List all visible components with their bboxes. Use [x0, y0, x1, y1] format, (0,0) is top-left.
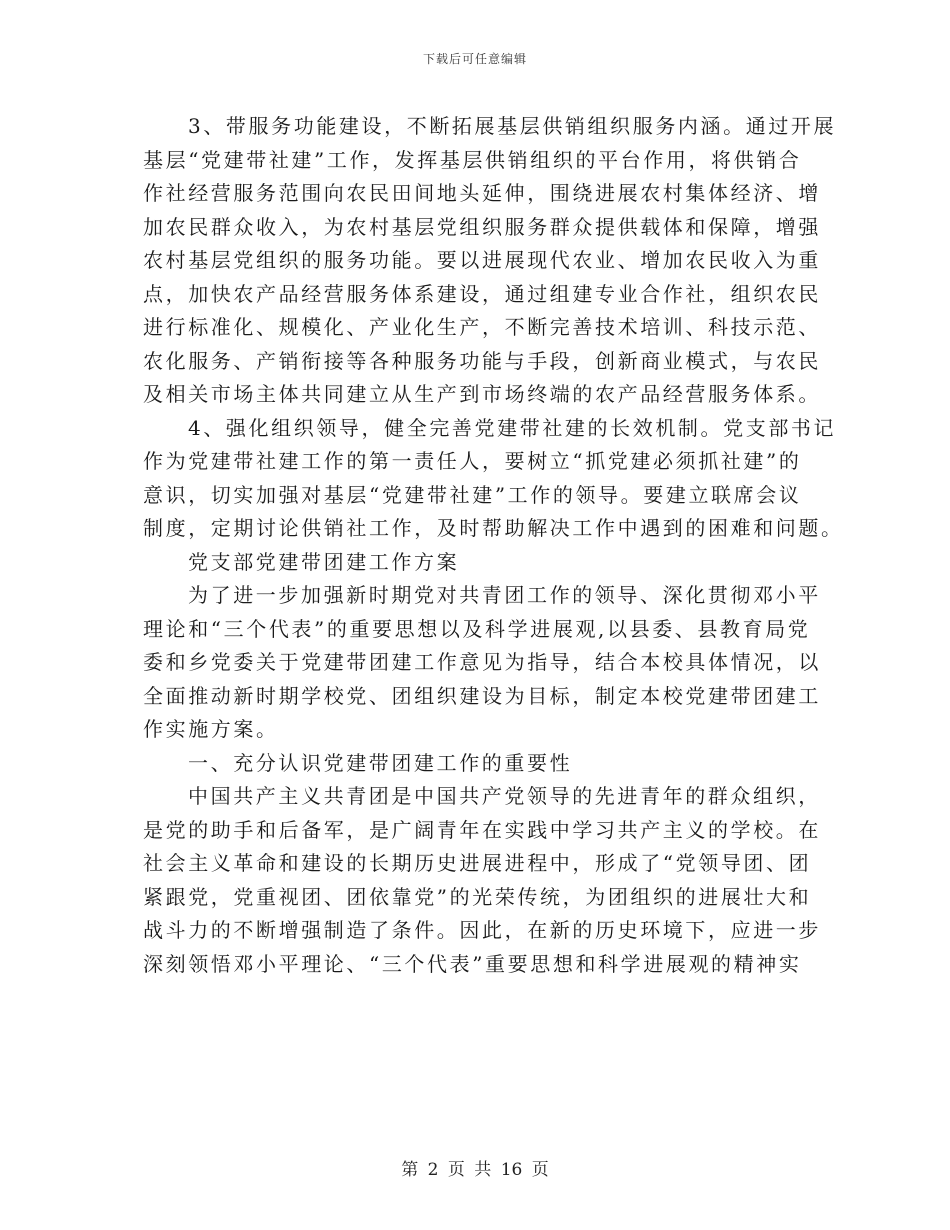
text-line: 作为党建带社建工作的第一责任人，要树立“抓党建必须抓社建”的 — [143, 449, 802, 473]
section-heading: 一、充分认识党建带团建工作的重要性 — [188, 750, 573, 775]
text-line: 农村基层党组织的服务功能。要以进展现代农业、增加农民收入为重 — [143, 248, 821, 272]
text-line: 农化服务、产销衔接等各种服务功能与手段，创新商业模式，与农民 — [143, 348, 821, 373]
text-line: 理论和“三个代表”的重要思想以及科学进展观,以县委、县教育局党 — [143, 616, 811, 641]
text-line: 委和乡党委关于党建带团建工作意见为指导，结合本校具体情况，以 — [143, 650, 821, 674]
page-header: 下载后可任意编辑 — [422, 52, 527, 66]
text-line: 意识，切实加强对基层“党建带社建”工作的领导。要建立联席会议 — [143, 482, 802, 507]
text-line: 进行标准化、规模化、产业化生产，不断完善技术培训、科技示范、 — [143, 315, 821, 339]
text-line: 制度，定期讨论供销社工作，及时帮助解决工作中遇到的困难和问题。 — [143, 516, 844, 540]
section-title: 党支部党建带团建工作方案 — [188, 549, 460, 574]
text-line: 中国共产主义共青团是中国共产党领导的先进青年的群众组织， — [188, 784, 821, 808]
text-line: 紧跟党，党重视团、团依靠党”的光荣传统，为团组织的进展壮大和 — [143, 884, 812, 909]
text-line: 4、强化组织领导，健全完善党建带社建的长效机制。党支部书记 — [188, 415, 837, 440]
text-line: 点，加快农产品经营服务体系建设，通过组建专业合作社，组织农民 — [143, 281, 821, 306]
text-line: 战斗力的不断增强制造了条件。因此，在新的历史环境下，应进一步 — [143, 918, 821, 942]
text-line: 为了进一步加强新时期党对共青团工作的领导、深化贯彻邓小平 — [188, 583, 821, 607]
text-line: 基层“党建带社建”工作，发挥基层供销组织的平台作用，将供销合 — [143, 147, 802, 172]
text-line: 3、带服务功能建设，不断拓展基层供销组织服务内涵。通过开展 — [188, 114, 837, 138]
text-line: 及相关市场主体共同建立从生产到市场终端的农产品经营服务体系。 — [143, 382, 821, 406]
text-line: 作实施方案。 — [143, 717, 279, 741]
text-line: 作社经营服务范围向农民田间地头延伸，围绕进展农村集体经济、增 — [143, 181, 821, 205]
text-line: 社会主义革命和建设的长期历史进展进程中，形成了“党领导团、团 — [143, 851, 812, 875]
text-line: 深刻领悟邓小平理论、“三个代表”重要思想和科学进展观的精神实 — [143, 951, 802, 976]
text-line: 加农民群众收入，为农村基层党组织服务群众提供载体和保障，增强 — [143, 214, 821, 239]
text-line: 全面推动新时期学校党、团组织建设为目标，制定本校党建带团建工 — [143, 683, 821, 708]
document-body — [143, 110, 844, 981]
text-line: 是党的助手和后备军，是广阔青年在实践中学习共产主义的学校。在 — [143, 817, 821, 842]
page-footer: 第 2 页 共 16 页 — [401, 1160, 549, 1180]
